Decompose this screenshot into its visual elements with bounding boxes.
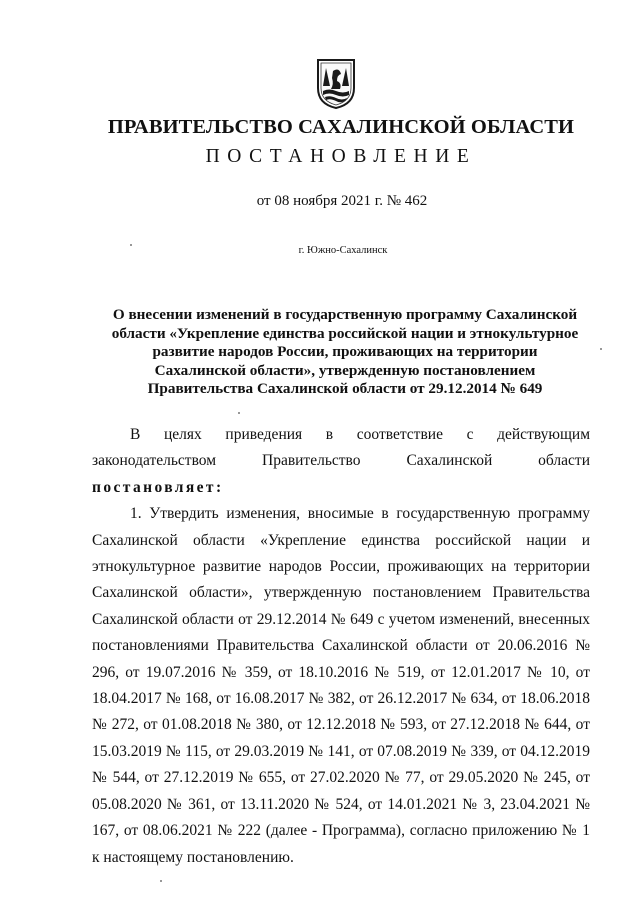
document-type: ПОСТАНОВЛЕНИЕ	[205, 146, 477, 167]
scan-speck	[600, 348, 602, 350]
document-heading: О внесении изменений в государственную программу Сахалинской области «Укрепление единства российской нации и этнокультурное развитие народов России, проживающих на территории Сахалинской области», утвержденную постановлением Правительства Сахалинской области от 29.12.2014 № 649	[111, 306, 579, 398]
preamble-paragraph	[92, 422, 590, 501]
document-city: г. Южно-Сахалинск	[298, 245, 388, 256]
resolves-word: постановляет:	[92, 478, 224, 496]
coat-of-arms-icon	[316, 58, 356, 110]
preamble-text: В целях приведения в соответствие с действующим законодательством Правительство Сахалинской области	[92, 426, 590, 470]
government-title: ПРАВИТЕЛЬСТВО САХАЛИНСКОЙ ОБЛАСТИ	[107, 116, 575, 138]
scan-speck	[160, 880, 162, 882]
item-1-paragraph: 1. Утвердить изменения, вносимые в государственную программу Сахалинской области «Укрепление единства российской нации и этнокультурное развитие народов России, проживающих на территории Сахалинской области», утвержденную постановлением Правительства Сахалинской области от 29.12.2014 № 649 с учетом изменений, внесенных постановлениями Правительства Сахалинской области от 20.06.2016 № 296, от 19.07.2016 № 359, от 18.10.2016 № 519, от 12.01.2017 № 10, от 18.04.2017 № 168, от 16.08.2017 № 382, от 26.12.2017 № 634, от 18.06.2018 № 272, от 01.08.2018 № 380, от 12.12.2018 № 593, от 27.12.2018 № 644, от 15.03.2019 № 115, от 29.03.2019 № 141, от 07.08.2019 № 339, от 04.12.2019 № 544, от 27.12.2019 № 655, от 27.02.2020 № 77, от 29.05.2020 № 245, от 05.08.2020 № 361, от 13.11.2020 № 524, от 14.01.2021 № 3, 23.04.2021 № 167, от 08.06.2021 № 222 (далее - Программа), согласно приложению № 1 к настоящему постановлению.	[92, 505, 590, 866]
scan-speck	[130, 244, 132, 246]
scan-speck	[238, 412, 240, 414]
document-date-number: от 08 ноября 2021 г. № 462	[256, 193, 428, 209]
document-body	[92, 422, 590, 871]
